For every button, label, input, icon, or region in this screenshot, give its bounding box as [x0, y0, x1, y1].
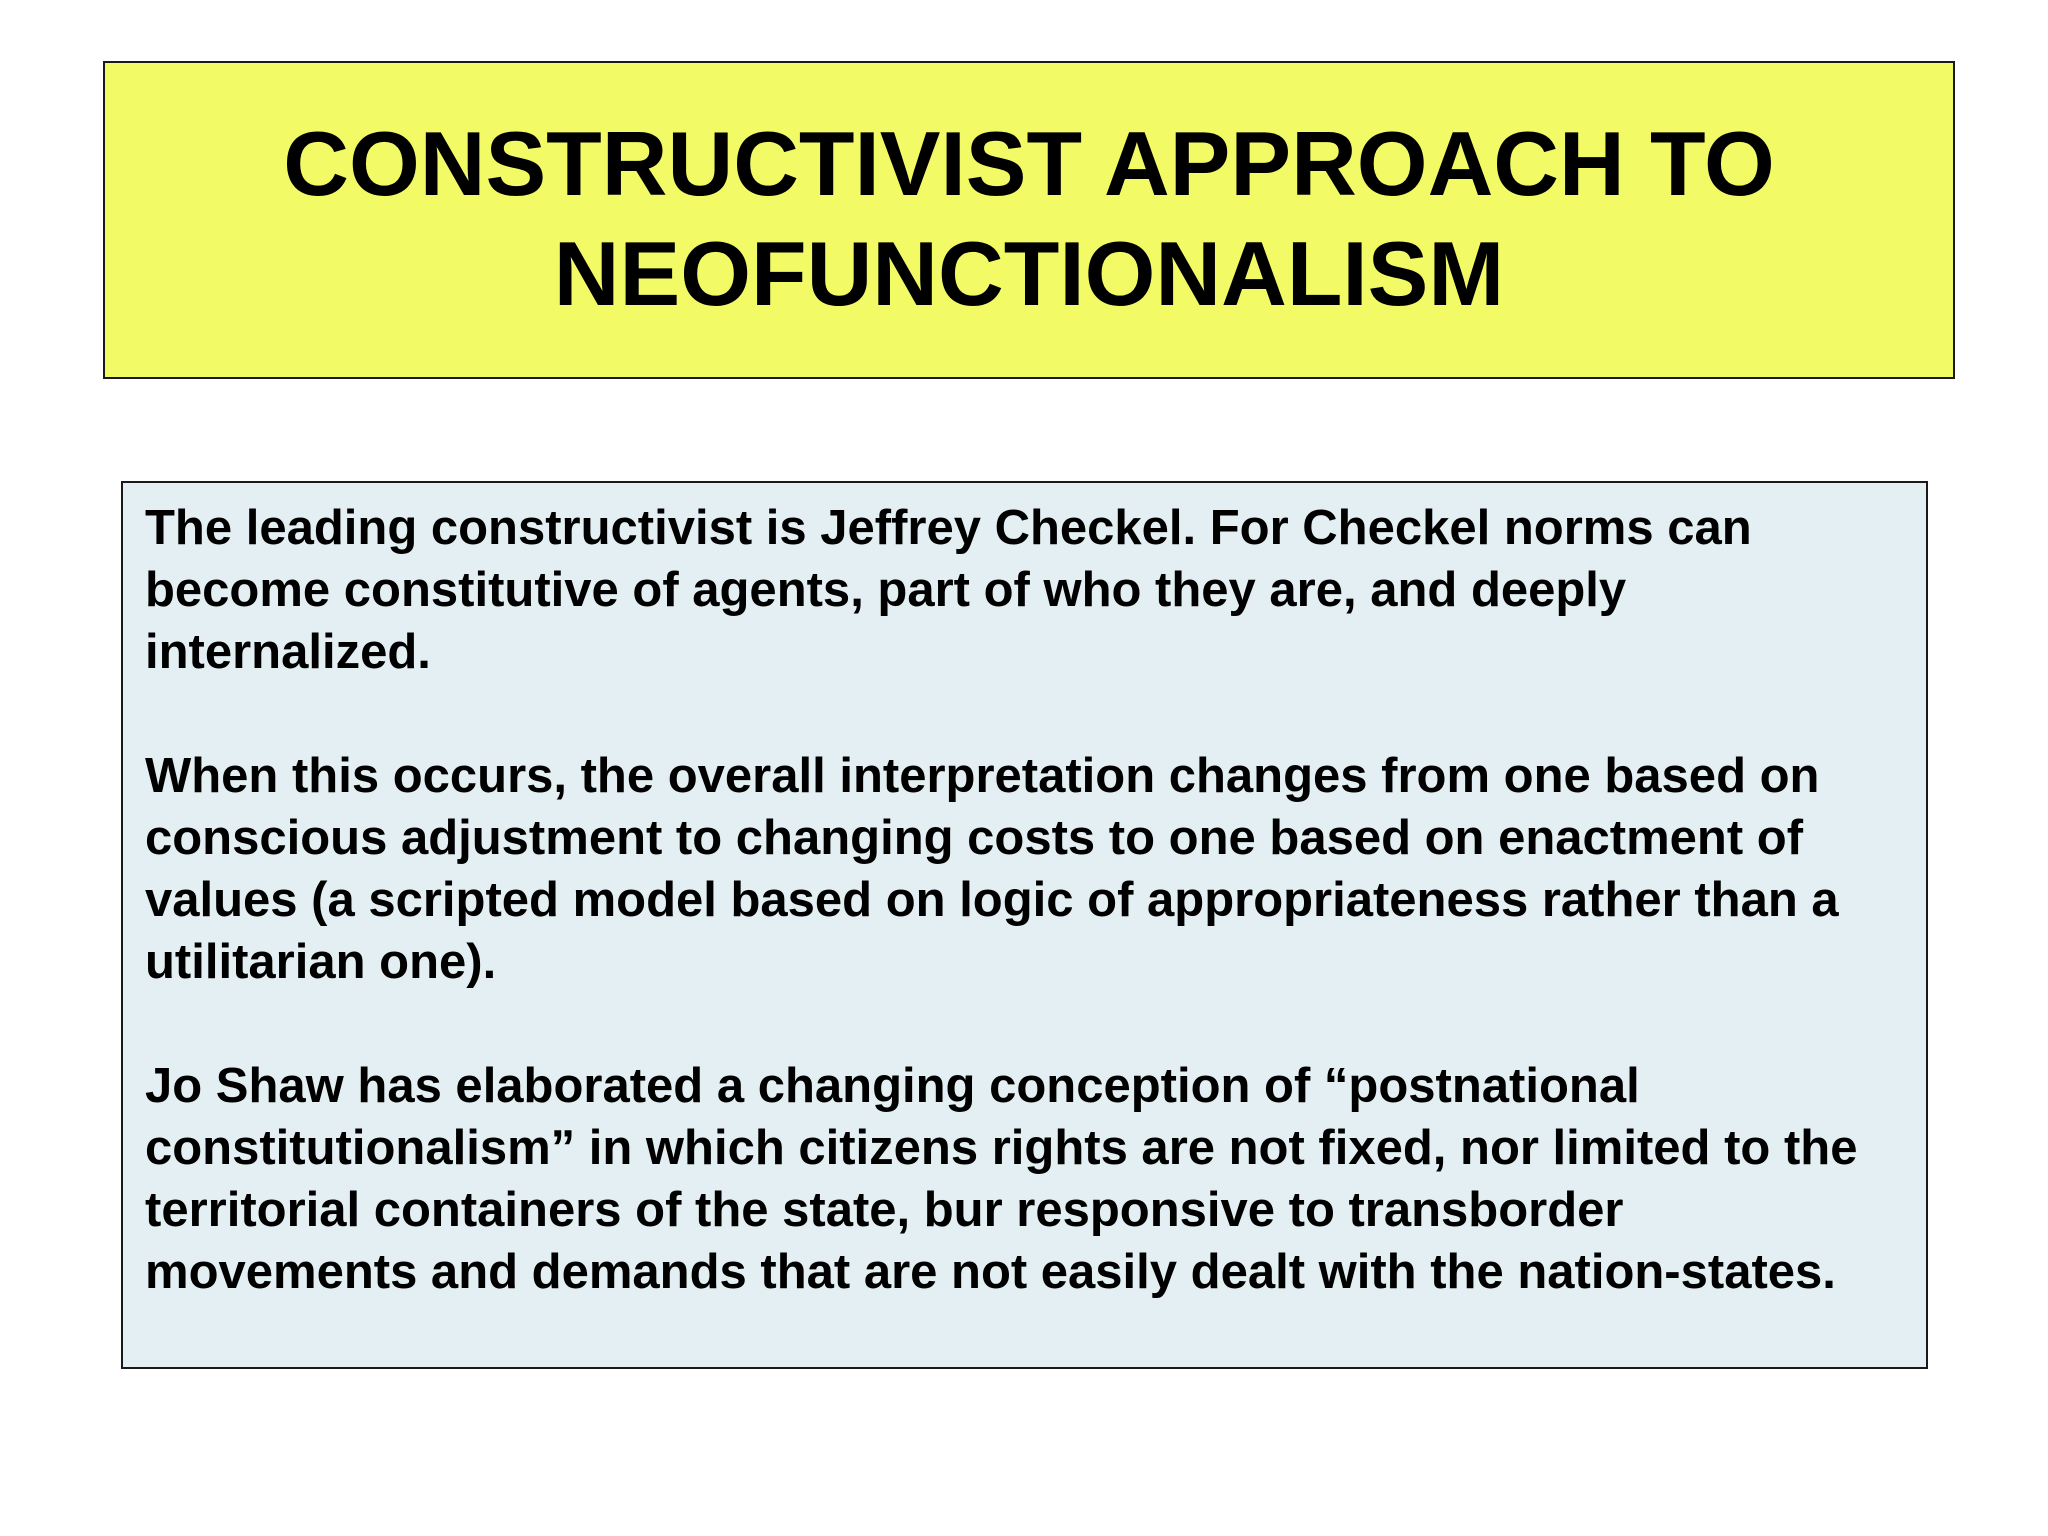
slide-title-line-2: NEOFUNCTIONALISM	[553, 224, 1505, 325]
paragraph-interpretation: When this occurs, the overall interpretation changes from one based on conscious adjustment to changing costs to one based on enactment of values (a scripted model based on logic of appropriateness rather than a utilitarian one).	[145, 749, 1839, 989]
slide-title	[283, 110, 1774, 330]
content-box	[121, 481, 1928, 1369]
paragraph-jo-shaw: Jo Shaw has elaborated a changing conception of “postnational constitutionalism” in which citizens rights are not fixed, nor limited to the territorial containers of the state, bur responsive to transborder movements and demands that are not easily dealt with the nation-states.	[145, 1059, 1858, 1299]
title-box	[103, 61, 1955, 379]
slide-title-line-1: CONSTRUCTIVIST APPROACH TO	[283, 114, 1775, 215]
paragraph-checkel: The leading constructivist is Jeffrey Checkel. For Checkel norms can become constitutive of agents, part of who they are, and deeply internalized.	[145, 501, 1752, 679]
